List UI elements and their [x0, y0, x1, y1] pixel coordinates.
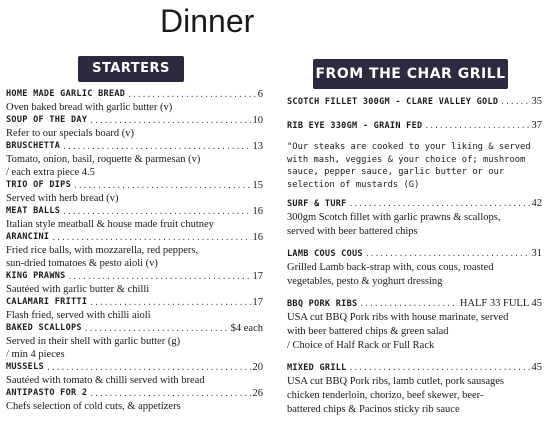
- dot-leader: [89, 387, 250, 400]
- menu-item-description: USA cut BBQ Pork ribs, lamb cutlet, pork sausages: [287, 376, 504, 388]
- dot-leader: [46, 361, 251, 374]
- menu-item-header: [6, 114, 263, 127]
- menu-item-name: KING PRAWNS: [6, 271, 66, 281]
- menu-item-name: TRIO OF DIPS: [6, 180, 72, 190]
- menu-item-header: [287, 197, 542, 211]
- menu-item-description: Oven baked bread with garlic butter (v): [6, 102, 173, 113]
- menu-item: [287, 247, 542, 289]
- menu-item-price: 17: [252, 271, 263, 282]
- menu-item: [6, 140, 263, 179]
- menu-item: [6, 270, 263, 296]
- dot-leader: [62, 140, 250, 153]
- menu-item: [287, 297, 542, 353]
- dot-leader: [359, 297, 457, 311]
- menu-item: [6, 179, 263, 205]
- menu-item-name: CALAMARI FRITTI: [6, 297, 88, 307]
- menu-item-description: battered chips & Pacinos sticky rib sauce: [287, 404, 460, 416]
- dot-leader: [349, 197, 530, 211]
- menu-item-description: Chefs selection of cold cuts, & appetizers: [6, 401, 181, 412]
- menu-item: [6, 114, 263, 140]
- grill-list: [287, 95, 542, 417]
- menu-item-name: MIXED GRILL: [287, 363, 347, 374]
- menu-item-header: [6, 361, 263, 374]
- menu-item-name: SURF & TURF: [287, 199, 347, 210]
- menu-item-price: 31: [531, 248, 542, 260]
- menu-item-price: HALF 33 FULL 45: [459, 298, 542, 310]
- menu-item-price: 20: [252, 362, 263, 373]
- dot-leader: [84, 322, 229, 335]
- menu-item-name: RIB EYE 330GM - GRAIN FED: [287, 121, 423, 131]
- menu-item-price: 10: [252, 115, 263, 126]
- menu-item-header: [287, 119, 542, 133]
- menu-item-description: Italian style meatball & house made fruit chutney: [6, 219, 214, 230]
- menu-item-price: 35: [531, 96, 542, 107]
- menu-item-name: SCOTCH FILLET 300GM - CLARE VALLEY GOLD: [287, 97, 499, 107]
- menu-item-price: 6: [257, 89, 263, 100]
- menu-item-header: [6, 270, 263, 283]
- menu-item: [6, 387, 263, 413]
- menu-item-header: [6, 387, 263, 400]
- menu-item-price: $4 each: [230, 323, 263, 334]
- menu-item-description: vegetables, pesto & yoghurt dressing: [287, 276, 443, 288]
- menu-item: [287, 119, 542, 133]
- menu-item-description: / each extra piece 4.5: [6, 167, 95, 178]
- menu-item: [6, 231, 263, 270]
- menu-item-name: HOME MADE GARLIC BREAD: [6, 89, 126, 99]
- menu-item-description: Tomato, onion, basil, roquette & parmesan (v): [6, 154, 201, 165]
- dot-leader: [424, 119, 529, 133]
- menu-item: [6, 205, 263, 231]
- menu-item-description: with beer battered chips & green salad: [287, 326, 449, 338]
- menu-item-header: [6, 205, 263, 218]
- dot-leader: [500, 95, 529, 109]
- menu-item-description: Served with herb bread (v): [6, 193, 119, 204]
- menu-item-header: [6, 296, 263, 309]
- menu-item-name: MUSSELS: [6, 362, 44, 372]
- menu-item-description: chicken tenderloin, chorizo, beef skewer, beer-: [287, 390, 484, 402]
- menu-item-description: sun-dried tomatoes & pesto aioli (v): [6, 258, 158, 269]
- menu-item-price: 45: [531, 362, 542, 374]
- menu-item: [287, 95, 542, 109]
- dot-leader: [127, 88, 256, 101]
- menu-item-description: Served in their shell with garlic butter (g): [6, 336, 181, 347]
- page-title: Dinner: [160, 3, 255, 39]
- menu-item-price: 26: [252, 388, 263, 399]
- dot-leader: [89, 296, 250, 309]
- menu-item-header: [6, 88, 263, 101]
- menu-item: [287, 361, 542, 417]
- menu-item-name: ANTIPASTO FOR 2: [6, 388, 88, 398]
- menu-item-price: 17: [252, 297, 263, 308]
- menu-item-description: Flash fried, served with chilli aioli: [6, 310, 151, 321]
- menu-item-description: Fried rice balls, with mozzarella, red peppers,: [6, 245, 199, 256]
- menu-item-description: Sautéed with tomato & chilli served with bread: [6, 375, 205, 386]
- menu-item-description: / Choice of Half Rack or Full Rack: [287, 340, 435, 352]
- menu-item-description: served with beer battered chips: [287, 226, 418, 238]
- menu-item-header: [6, 231, 263, 244]
- steak-note-line: with mash, veggies & your choice of; mushroom: [287, 154, 526, 165]
- menu-item-name: MEAT BALLS: [6, 206, 61, 216]
- steak-note: [287, 141, 542, 191]
- menu-item: [6, 88, 263, 114]
- menu-item-description: USA cut BBQ Pork ribs with house marinate, served: [287, 312, 509, 324]
- menu-item-header: [287, 247, 542, 261]
- starters-heading: STARTERS: [78, 56, 184, 82]
- menu-item-header: [6, 140, 263, 153]
- menu-item: [6, 296, 263, 322]
- menu-item-description: Refer to our specials board (v): [6, 128, 134, 139]
- menu-item: [287, 197, 542, 239]
- steak-note-line: selection of mustards (G): [287, 179, 420, 190]
- dot-leader: [365, 247, 530, 261]
- menu-item-header: [6, 179, 263, 192]
- menu-item-description: / min 4 pieces: [6, 349, 65, 360]
- dot-leader: [68, 270, 251, 283]
- menu-item-name: SOUP OF THE DAY: [6, 115, 88, 125]
- menu-item-name: BRUSCHETTA: [6, 141, 61, 151]
- dot-leader: [62, 205, 250, 218]
- menu-item-name: BBQ PORK RIBS: [287, 299, 358, 310]
- menu-item-header: [287, 297, 542, 311]
- menu-item-header: [6, 322, 263, 335]
- menu-item-description: 300gm Scotch fillet with garlic prawns & scallops,: [287, 212, 501, 224]
- grill-heading: FROM THE CHAR GRILL: [313, 59, 508, 89]
- dot-leader: [73, 179, 250, 192]
- menu-item-price: 37: [531, 120, 542, 131]
- menu-item-price: 42: [531, 198, 542, 210]
- menu-item-price: 16: [252, 232, 263, 243]
- menu-item: [6, 361, 263, 387]
- dot-leader: [89, 114, 250, 127]
- dot-leader: [51, 231, 250, 244]
- menu-item-name: ARANCINI: [6, 232, 50, 242]
- menu-item-header: [287, 361, 542, 375]
- menu-item-description: Sautéed with garlic butter & chilli: [6, 284, 150, 295]
- menu-item: [6, 322, 263, 361]
- dot-leader: [349, 361, 530, 375]
- steak-note-line: "Our steaks are cooked to your liking & served: [287, 142, 531, 152]
- menu-item-description: Grilled Lamb back-strap with, cous cous, roasted: [287, 262, 494, 274]
- menu-item-price: 15: [252, 180, 263, 191]
- menu-item-header: [287, 95, 542, 109]
- starters-list: [6, 88, 263, 413]
- menu-item-price: 13: [252, 141, 263, 152]
- menu-item-name: BAKED SCALLOPS: [6, 323, 82, 333]
- menu-item-price: 16: [252, 206, 263, 217]
- menu-item-name: LAMB COUS COUS: [287, 249, 363, 260]
- steak-note-line: sauce, pepper sauce, garlic butter or our: [287, 167, 505, 178]
